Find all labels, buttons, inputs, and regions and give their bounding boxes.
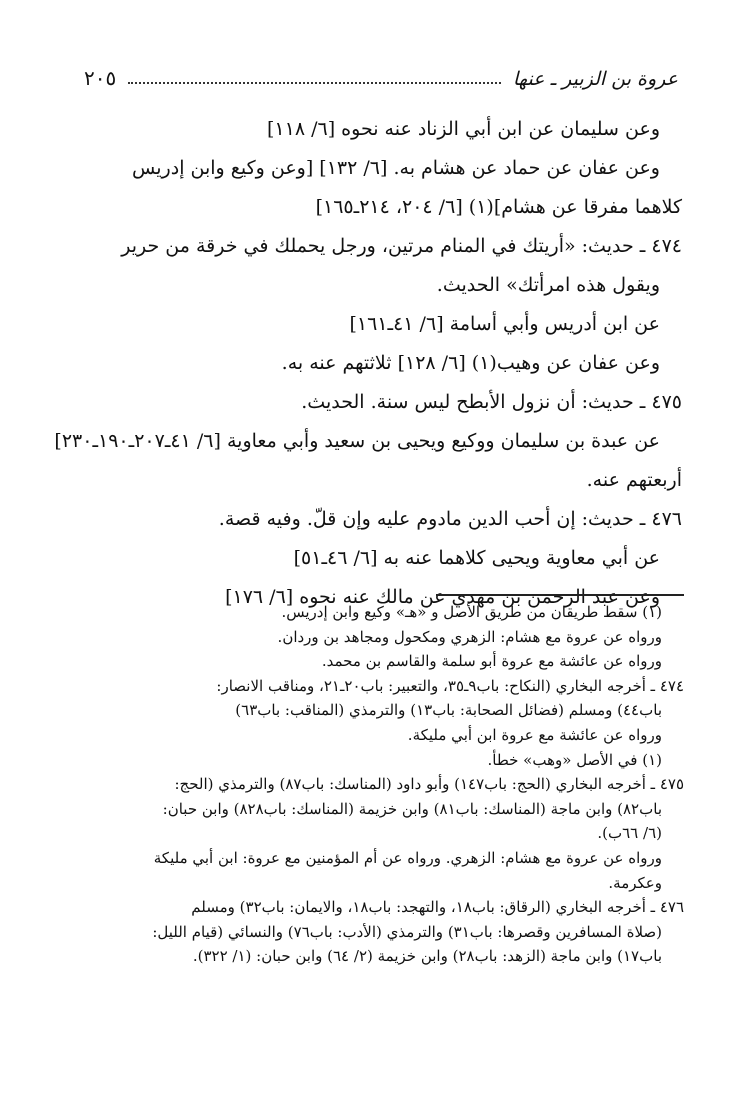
text-line: عن عبدة بن سليمان ووكيع ويحيى بن سعيد وأبي معاوية [٦/ ٤١ـ٢٠٧ـ١٩٠ـ٢٣٠] [54,430,660,452]
page-number: ٢٠٥ [84,66,117,90]
text-line: عن ابن أدريس وأبي أسامة [٦/ ٤١ـ١٦١] [349,313,660,335]
text-line: ٤٧٦ ـ حديث: إن أحب الدين مادوم عليه وإن قلّ. وفيه قصة. [218,508,682,530]
footnote-line: باب١٧) وابن ماجة (الزهد: باب٢٨) وابن خزيمة (٢/ ٦٤) وابن حبان: (١/ ٣٢٢). [192,947,662,966]
text-line: عن أبي معاوية ويحيى كلاهما عنه به [٦/ ٤٦ـ٥١] [293,547,660,569]
footnote-line: ورواه عن عروة مع هشام: الزهري. ورواه عن أم المؤمنين مع عروة: ابن أبي مليكة [153,848,662,867]
footnote-line: باب٤٤) ومسلم (فضائل الصحابة: باب١٣) والترمذي (المناقب: باب٦٣) [235,701,662,720]
footnote-line: وعكرمة. [608,873,662,892]
footnote-line: (٦/ ٦٦ب). [597,824,662,843]
text-line: ٤٧٥ ـ حديث: أن نزول الأبطح ليس سنة. الحديث. [301,391,682,413]
text-line: وعن عبد الرحمن بن مهدي عن مالك عنه نحوه [٦/ ١٧٦] [225,586,660,608]
footnote-line: (صلاة المسافرين وقصرها: باب٣١) والترمذي (الأدب: باب٧٦) والنسائي (قيام الليل: [152,922,662,941]
text-line: كلاهما مفرقا عن هشام](١) [٦/ ٢٠٤، ٢١٤ـ١٦٥] [315,196,682,218]
footnotes [80,600,684,969]
running-header [84,62,678,90]
footnote-line: ورواه عن عائشة مع عروة أبو سلمة والقاسم بن محمد. [321,652,662,671]
text-line: وعن عفان عن حماد عن هشام به. [٦/ ١٣٢] [وعن وكيع وابن إدريس [132,157,660,179]
footnote-line: ورواه عن عروة مع هشام: الزهري ومكحول ومجاهد بن وردان. [277,627,662,646]
text-line: وعن عفان عن وهيب(١) [٦/ ١٢٨] ثلاثتهم عنه به. [281,352,660,374]
footnote-line: ٤٧٥ ـ أخرجه البخاري (الحج: باب١٤٧) وأبو داود (المناسك: باب٨٧) والترمذي (الحج: [174,775,684,794]
footnote-line: باب٨٢) وابن ماجة (المناسك: باب٨١) وابن خزيمة (المناسك: باب٨٢٨) وابن حبان: [162,799,662,818]
footnote-line: ورواه عن عائشة مع عروة ابن أبي مليكة. [407,725,662,744]
text-line: وعن سليمان عن ابن أبي الزناد عنه نحوه [٦/ ١١٨] [267,118,660,140]
dotted-leader [128,82,501,84]
footnote-line: (١) في الأصل «وهب» خطأ. [487,750,662,769]
text-line: ٤٧٤ ـ حديث: «أريتك في المنام مرتين، ورجل يحملك في خرقة من حرير [121,235,682,257]
footnote-line: ٤٧٦ ـ أخرجه البخاري (الرقاق: باب١٨، والتهجد: باب١٨، والايمان: باب٣٢) ومسلم [191,898,684,917]
text-line: أربعتهم عنه. [586,469,682,491]
footnote-separator [436,594,684,596]
footnote-line: (١) سقط طريقان من طريق الأصل و «هـ» وكيع وابن إدريس. [281,603,662,621]
running-title: عروة بن الزبير ـ عنها [512,68,678,90]
main-text [54,110,682,617]
footnote-line: ٤٧٤ ـ أخرجه البخاري (النكاح: باب٩ـ٣٥، والتعبير: باب٢٠ـ٢١، ومناقب الانصار: [216,676,684,695]
text-line: ويقول هذه امرأتك» الحديث. [436,274,660,296]
